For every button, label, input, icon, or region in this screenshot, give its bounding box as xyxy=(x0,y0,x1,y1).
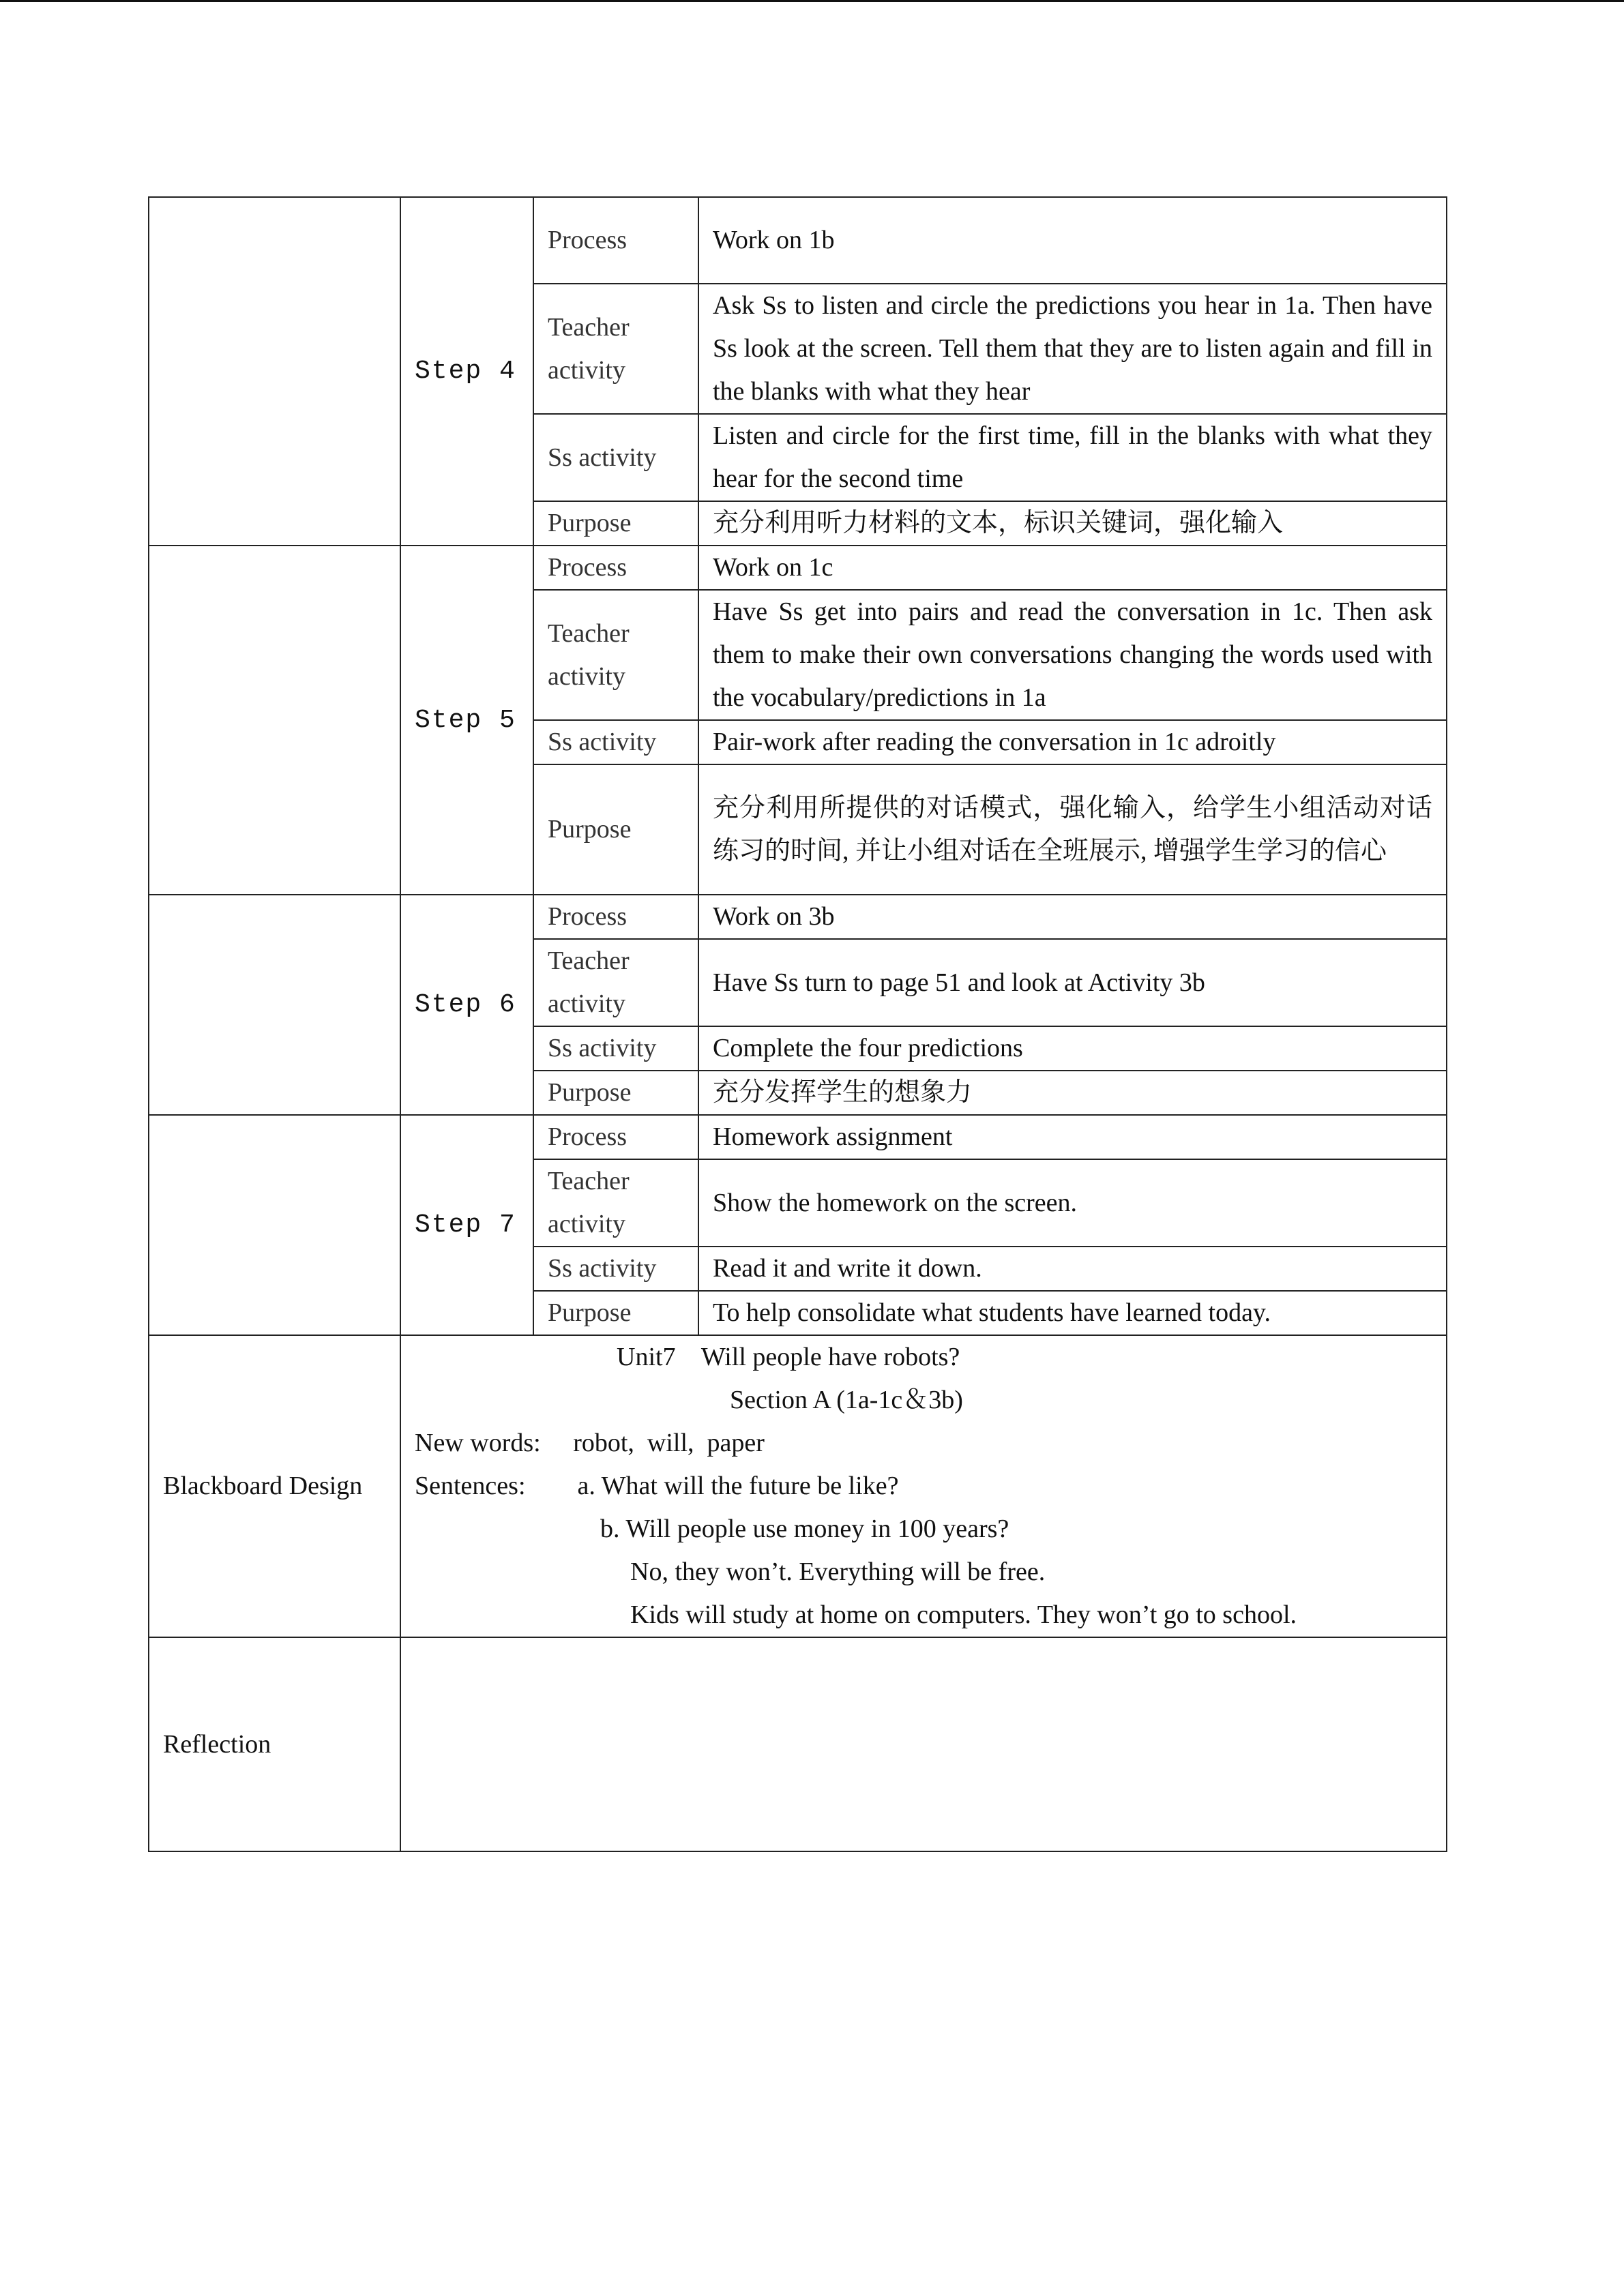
step-6-label: Step 6 xyxy=(400,895,533,1115)
step-7-teacher-label: Teacher activity xyxy=(533,1159,698,1247)
blackboard-line-answer: No, they won’t. Everything will be free. xyxy=(630,1557,1046,1586)
lesson-plan-table xyxy=(148,196,1447,1852)
step-6-purpose-label: Purpose xyxy=(533,1071,698,1115)
blackboard-line-question: b. Will people use money in 100 years? xyxy=(600,1515,1009,1543)
step-5-process-label: Process xyxy=(533,546,698,590)
step-6-process-row xyxy=(149,895,1447,939)
step-7-empty-cell xyxy=(149,1115,400,1335)
step-6-teacher: Have Ss turn to page 51 and look at Activity 3b xyxy=(698,939,1447,1026)
step-5-process-row xyxy=(149,546,1447,590)
step-5-process: Work on 1c xyxy=(698,546,1447,590)
blackboard-line-kids: Kids will study at home on computers. They won’t go to school. xyxy=(630,1600,1297,1629)
step-7-purpose-label: Purpose xyxy=(533,1291,698,1335)
step-5-purpose: 充分利用所提供的对话模式，强化输入，给学生小组活动对话练习的时间, 并让小组对话在全班展示, 增强学生学习的信心 xyxy=(698,764,1447,895)
step-5-empty-cell xyxy=(149,546,400,895)
step-7-ss: Read it and write it down. xyxy=(698,1247,1447,1291)
reflection-label: Reflection xyxy=(149,1637,400,1851)
step-7-process-row xyxy=(149,1115,1447,1159)
blackboard-row xyxy=(149,1335,1447,1637)
blackboard-line-new-words: New words: robot, will, paper xyxy=(415,1429,765,1457)
step-7-process: Homework assignment xyxy=(698,1115,1447,1159)
reflection-content xyxy=(400,1637,1447,1851)
step-5-ss-label: Ss activity xyxy=(533,720,698,764)
step-4-purpose-label: Purpose xyxy=(533,501,698,546)
step-4-label: Step 4 xyxy=(400,197,533,546)
step-6-teacher-label: Teacher activity xyxy=(533,939,698,1026)
step-5-teacher-label: Teacher activity xyxy=(533,590,698,720)
blackboard-line-sentences: Sentences: a. What will the future be like? xyxy=(415,1472,899,1500)
reflection-row xyxy=(149,1637,1447,1851)
page-top-border xyxy=(0,0,1624,2)
step-6-process-label: Process xyxy=(533,895,698,939)
step-6-ss: Complete the four predictions xyxy=(698,1026,1447,1071)
blackboard-label: Blackboard Design xyxy=(149,1335,400,1637)
step-7-purpose: To help consolidate what students have learned today. xyxy=(698,1291,1447,1335)
step-7-ss-label: Ss activity xyxy=(533,1247,698,1291)
step-4-teacher: Ask Ss to listen and circle the predictions you hear in 1a. Then have Ss look at the screen. Tell them that they are to listen again and fill in the blanks with what they hear xyxy=(698,284,1447,414)
step-5-purpose-label: Purpose xyxy=(533,764,698,895)
step-6-purpose: 充分发挥学生的想象力 xyxy=(698,1071,1447,1115)
step-7-label: Step 7 xyxy=(400,1115,533,1335)
step-4-process-label: Process xyxy=(533,197,698,284)
step-4-process-row xyxy=(149,197,1447,284)
step-6-process: Work on 3b xyxy=(698,895,1447,939)
step-4-teacher-label: Teacher activity xyxy=(533,284,698,414)
step-4-ss: Listen and circle for the first time, fill in the blanks with what they hear for the second time xyxy=(698,414,1447,501)
step-7-teacher: Show the homework on the screen. xyxy=(698,1159,1447,1247)
step-6-empty-cell xyxy=(149,895,400,1115)
step-4-ss-label: Ss activity xyxy=(533,414,698,501)
blackboard-line-section: Section A (1a-1c＆3b) xyxy=(730,1386,963,1414)
step-5-teacher: Have Ss get into pairs and read the conversation in 1c. Then ask them to make their own conversations changing the words used with the vocabulary/predictions in 1a xyxy=(698,590,1447,720)
step-5-label: Step 5 xyxy=(400,546,533,895)
blackboard-content xyxy=(400,1335,1447,1637)
step-4-purpose: 充分利用听力材料的文本，标识关键词，强化输入 xyxy=(698,501,1447,546)
step-6-ss-label: Ss activity xyxy=(533,1026,698,1071)
blackboard-line-title: Unit7 Will people have robots? xyxy=(617,1343,960,1371)
step-4-empty-cell xyxy=(149,197,400,546)
step-5-ss: Pair-work after reading the conversation in 1c adroitly xyxy=(698,720,1447,764)
step-4-process: Work on 1b xyxy=(698,197,1447,284)
step-7-process-label: Process xyxy=(533,1115,698,1159)
